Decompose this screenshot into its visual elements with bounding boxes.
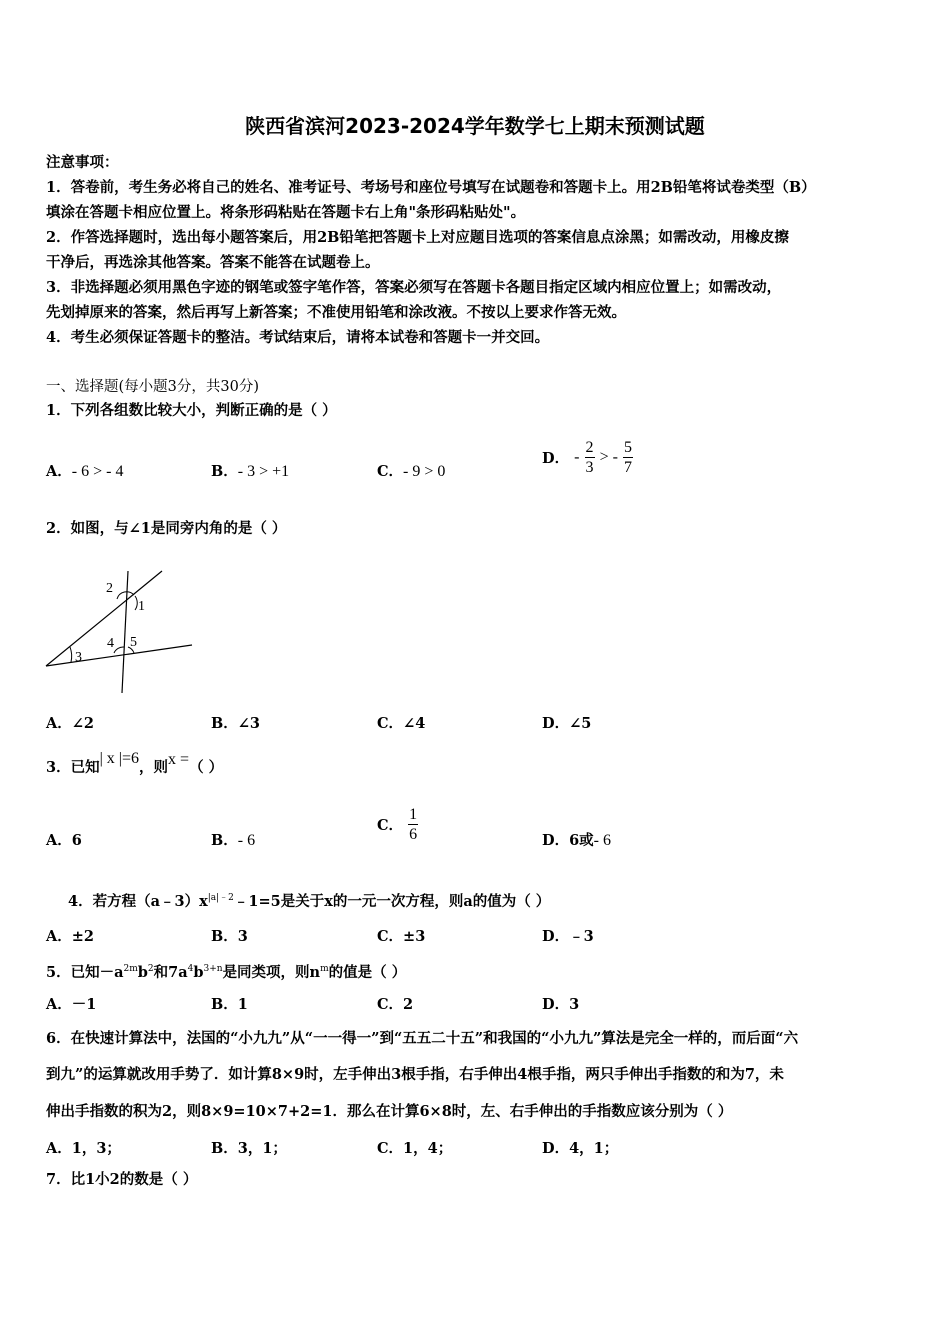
angle-arc-3 (70, 647, 72, 662)
section-heading: 一、选择题(每小题3分，共30分) (46, 379, 259, 395)
figure-label-4: 4 (107, 636, 114, 651)
notice-line: 干净后，再选涂其他答案。答案不能答在试题卷上。 (46, 254, 380, 271)
q5-option-d: D．3 (542, 996, 580, 1013)
q4-option-c: C．±3 (377, 928, 426, 945)
q6-option-d: D．4，1； (542, 1140, 619, 1157)
q2-option-c: C．∠4 (377, 715, 426, 732)
notice-line: 2．作答选择题时，选出每小题答案后，用2B铅笔把答题卡上对应题目选项的答案信息点涂黑；如需改动，用橡皮擦 (46, 229, 789, 246)
q4-option-d: D．﹣3 (542, 928, 594, 945)
q5-option-c: C．2 (377, 996, 414, 1013)
notice-heading: 注意事项： (46, 154, 119, 171)
q3-option-b: B．- 6 (211, 832, 256, 849)
q1-option-d: D． - $\frac{2}{3}$ > - $\frac{5}{7}$ (542, 439, 633, 476)
figure-line-transversal (122, 571, 128, 693)
q6-stem-line: 到九”的运算就改用手势了．如计算8×9时，左手伸出3根手指，右手伸出4根手指，两只手伸出手指数的和为7，未 (46, 1066, 784, 1083)
q3-option-c: C． $\frac{1}{6}$ (377, 806, 418, 843)
q2-option-d: D．∠5 (542, 715, 592, 732)
q4-stem: 4．若方程$(a﹣3)x^{|a|﹣2}﹣1=5$是关于x的一元一次方程，则a的值为（ ） (68, 892, 551, 910)
q6-stem-line: 6．在快速计算法中，法国的“小九九”从“一一得一”到“五五二十五”和我国的“小九九”算法是完全一样的，而后面“六 (46, 1030, 799, 1047)
q2-option-a: A．∠2 (46, 715, 94, 732)
q7-stem: 7．比1小2的数是（ ） (46, 1171, 198, 1188)
page-title: 陕西省滨河2023-2024学年数学七上期末预测试题 (245, 114, 705, 138)
q6-stem-line: 伸出手指数的积为2，则8×9=10×7+2=1．那么在计算6×8时，左、右手伸出的手指数应该分别为（ ） (46, 1103, 733, 1120)
q1-option-c: C．- 9 > 0 (377, 463, 446, 480)
q1-stem: 1．下列各组数比较大小，判断正确的是（ ） (46, 402, 337, 419)
q6-option-b: B．3，1； (211, 1140, 287, 1157)
q1-option-a: A．- 6 > - 4 (46, 463, 124, 480)
q2-stem: 2．如图，与∠1是同旁内角的是（ ） (46, 520, 287, 537)
notice-line: 3．非选择题必须用黑色字迹的钢笔或签字笔作答，答案必须写在答题卡各题目指定区域内相应位置上；如需改动， (46, 279, 782, 296)
q3-option-d: D．6或- 6 (542, 832, 611, 849)
q6-option-a: A．1，3； (46, 1140, 121, 1157)
figure-label-1: 1 (138, 599, 145, 614)
figure-label-5: 5 (130, 635, 137, 650)
q4-option-a: A．±2 (46, 928, 94, 945)
q2-figure (44, 563, 196, 698)
q5-stem: 5．已知$-a^{2m}b^2$和$7a^4b^{3+n}$是同类项，则$n^m$的值是（ ） (46, 963, 407, 981)
q3-option-a: A．6 (46, 832, 82, 849)
angle-arc-4 (114, 647, 124, 653)
q3-stem: 3．已知| x |=6，则x =（ ） (46, 750, 224, 776)
angle-arc-1 (135, 596, 137, 610)
q1-option-b: B．- 3 > +1 (211, 463, 290, 480)
notice-line: 填涂在答题卡相应位置上。将条形码粘贴在答题卡右上角"条形码粘贴处"。 (46, 204, 526, 221)
q5-option-a: A．－1 (46, 996, 97, 1013)
q5-option-b: B．1 (211, 996, 248, 1013)
notice-line: 先划掉原来的答案，然后再写上新答案；不准使用铅笔和涂改液。不按以上要求作答无效。 (46, 304, 626, 321)
q4-option-b: B．3 (211, 928, 248, 945)
figure-label-2: 2 (106, 581, 113, 596)
notice-line: 4．考生必须保证答题卡的整洁。考试结束后，请将本试卷和答题卡一并交回。 (46, 329, 550, 346)
figure-label-3: 3 (75, 650, 82, 665)
notice-line: 1．答卷前，考生务必将自己的姓名、准考证号、考场号和座位号填写在试题卷和答题卡上。用2B铅笔将试卷类型（B） (46, 179, 816, 196)
q6-option-c: C．1，4； (377, 1140, 453, 1157)
q2-option-b: B．∠3 (211, 715, 260, 732)
